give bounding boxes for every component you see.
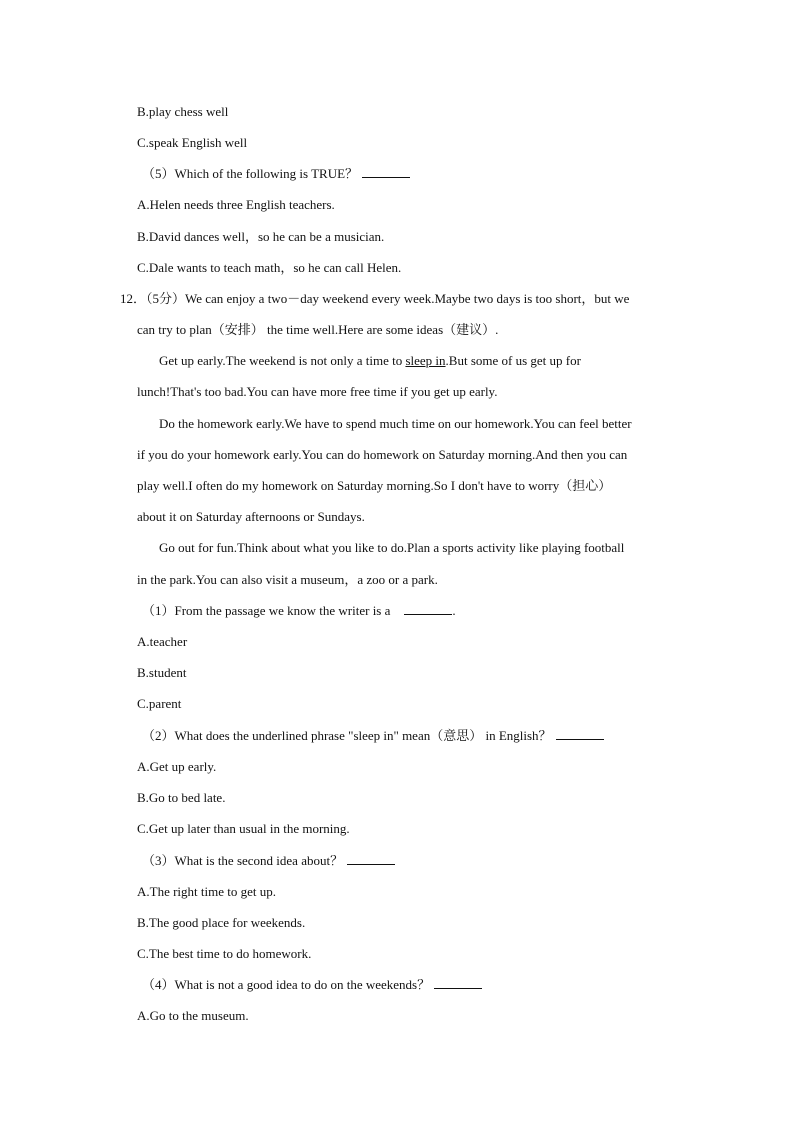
q12-sub3-option-a: A.The right time to get up. <box>137 884 277 899</box>
q12-sub2-option-a: A.Get up early. <box>137 759 217 774</box>
answer-blank[interactable] <box>347 852 395 865</box>
q12-para3-line1: Go out for fun.Think about what you like to do.Plan a sports activity like playing football <box>159 540 625 555</box>
q12-sub1-option-a: A.teacher <box>137 634 188 649</box>
q12-sub2-option-b: B.Go to bed late. <box>137 790 226 805</box>
q12-para2-line2: if you do your homework early.You can do homework on Saturday morning.And then you can <box>137 447 628 462</box>
q11-option-b: B.play chess well <box>137 104 229 119</box>
q12-sub3-stem-text: （3）What is the second idea about？ <box>142 853 344 868</box>
q12-sub1-option-c: C.parent <box>137 696 182 711</box>
q12-sub1-stem-text: （1）From the passage we know the writer is a <box>142 603 391 618</box>
q12-para2-line3: play well.I often do my homework on Saturday morning.So I don't have to worry（担心） <box>137 478 612 493</box>
answer-blank[interactable] <box>434 976 482 989</box>
q12-para2-line4: about it on Saturday afternoons or Sundays. <box>137 509 365 524</box>
q12-sub1-stem: （1）From the passage we know the writer is a . <box>142 603 456 618</box>
underlined-phrase: sleep in <box>405 353 446 368</box>
q11-sub5-stem <box>142 165 410 183</box>
para1-text-a: Get up early.The weekend is not only a time to <box>159 353 406 368</box>
q12-sub2-stem-text: （2）What does the underlined phrase "sleep in" mean（意思） in English？ <box>142 728 552 743</box>
q12-header-cont: can try to plan（安排） the time well.Here are some ideas（建议）. <box>137 322 499 337</box>
q11-sub5-stem-text: （5）Which of the following is TRUE？ <box>142 166 359 181</box>
q12-sub1-option-b: B.student <box>137 665 187 680</box>
q12-sub4-stem-text: （4）What is not a good idea to do on the weekends？ <box>142 977 431 992</box>
q12-header: 12．（5分）We can enjoy a two－day weekend every week.Maybe two days is too short，but we <box>120 291 630 306</box>
para1-text-b: .But some of us get up for <box>445 353 581 368</box>
answer-blank[interactable] <box>362 165 410 178</box>
q12-para1-line1 <box>159 352 673 370</box>
q11-sub5-option-b: B.David dances well，so he can be a musician. <box>137 229 385 244</box>
answer-blank[interactable] <box>556 727 604 740</box>
q12-sub2-option-c: C.Get up later than usual in the morning. <box>137 821 350 836</box>
q12-sub2-stem <box>142 727 604 745</box>
answer-blank[interactable] <box>404 602 452 615</box>
q11-sub5-option-a: A.Helen needs three English teachers. <box>137 197 335 212</box>
q12-sub4-stem <box>142 976 482 994</box>
q11-sub5-option-c: C.Dale wants to teach math，so he can call Helen. <box>137 260 402 275</box>
q12-sub3-option-c: C.The best time to do homework. <box>137 946 312 961</box>
q12-sub4-option-a: A.Go to the museum. <box>137 1008 249 1023</box>
q12-para1-line2: lunch!That's too bad.You can have more free time if you get up early. <box>137 384 498 399</box>
q11-option-c: C.speak English well <box>137 135 248 150</box>
q12-sub3-stem <box>142 852 395 870</box>
q12-sub3-option-b: B.The good place for weekends. <box>137 915 306 930</box>
q12-para2-line1: Do the homework early.We have to spend much time on our homework.You can feel better <box>159 416 632 431</box>
q12-para3-line2: in the park.You can also visit a museum，a zoo or a park. <box>137 572 438 587</box>
